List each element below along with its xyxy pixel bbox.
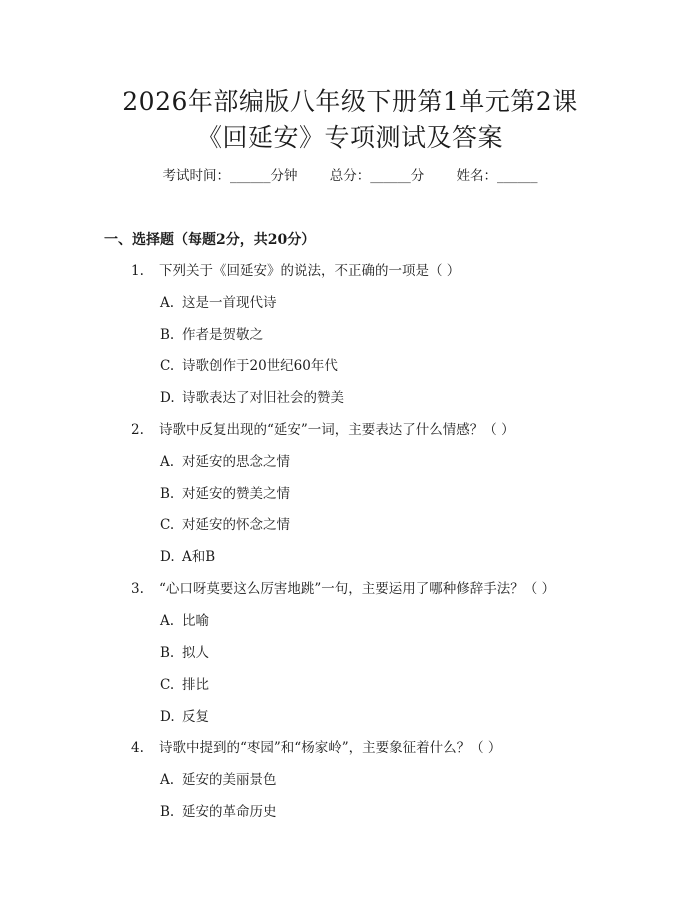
option-text: 这是一首现代诗: [182, 295, 277, 311]
option-letter: C.: [160, 517, 175, 533]
exam-name-field: 姓名：______: [456, 168, 538, 184]
option-text: 诗歌创作于20世纪60年代: [182, 358, 338, 374]
option-text: 拟人: [182, 645, 209, 661]
exam-meta: [0, 166, 700, 186]
question-4: [131, 738, 501, 758]
exam-time-field: 考试时间：______分钟: [162, 168, 298, 184]
option-letter: D.: [160, 709, 175, 725]
option-item: [160, 643, 209, 663]
option-letter: B.: [160, 486, 175, 502]
option-item: [160, 356, 338, 376]
option-item: [160, 388, 344, 408]
option-letter: A.: [160, 295, 175, 311]
option-letter: D.: [160, 549, 175, 565]
question-1: [131, 261, 460, 281]
option-text: 诗歌表达了对旧社会的赞美: [182, 390, 344, 406]
option-item: [160, 770, 277, 790]
option-letter: A.: [160, 454, 175, 470]
option-item: [160, 484, 290, 504]
option-text: 排比: [182, 677, 209, 693]
question-number: 2.: [131, 422, 144, 438]
question-text: “心口呀莫要这么厉害地跳”一句，主要运用了哪种修辞手法？（ ）: [159, 581, 556, 597]
question-text: 下列关于《回延安》的说法，不正确的一项是（ ）: [159, 263, 461, 279]
question-number: 4.: [131, 740, 144, 756]
question-2: [131, 420, 515, 440]
option-letter: A.: [160, 613, 175, 629]
option-text: 延安的美丽景色: [182, 772, 277, 788]
option-item: [160, 611, 209, 631]
question-text: 诗歌中提到的“枣园”和“杨家岭”，主要象征着什么？（ ）: [159, 740, 502, 756]
option-text: A和B: [182, 549, 216, 565]
option-letter: D.: [160, 390, 175, 406]
question-text: 诗歌中反复出现的“延安”一词，主要表达了什么情感？（ ）: [159, 422, 515, 438]
exam-score-field: 总分：______分: [329, 168, 425, 184]
document-title-line1: 2026年部编版八年级下册第1单元第2课: [122, 87, 578, 116]
question-number: 1.: [131, 263, 144, 279]
option-item: [160, 293, 277, 313]
option-text: 作者是贺敬之: [182, 327, 263, 343]
option-text: 延安的革命历史: [182, 804, 277, 820]
section-title-choice: 一、选择题（每题2分，共20分）: [104, 232, 316, 248]
option-text: 对延安的赞美之情: [182, 486, 290, 502]
option-letter: C.: [160, 677, 175, 693]
option-item: [160, 707, 209, 727]
question-number: 3.: [131, 581, 144, 597]
option-item: [160, 325, 263, 345]
option-text: 比喻: [182, 613, 209, 629]
document-title-line2: 《回延安》专项测试及答案: [196, 123, 503, 152]
option-item: [160, 547, 215, 567]
option-item: [160, 675, 209, 695]
option-letter: B.: [160, 327, 175, 343]
option-letter: B.: [160, 804, 175, 820]
option-letter: B.: [160, 645, 175, 661]
option-text: 对延安的思念之情: [182, 454, 290, 470]
option-item: [160, 802, 277, 822]
option-letter: C.: [160, 358, 175, 374]
option-text: 反复: [182, 709, 209, 725]
question-3: [131, 579, 555, 599]
option-letter: A.: [160, 772, 175, 788]
option-item: [160, 515, 290, 535]
option-text: 对延安的怀念之情: [182, 517, 290, 533]
option-item: [160, 452, 290, 472]
